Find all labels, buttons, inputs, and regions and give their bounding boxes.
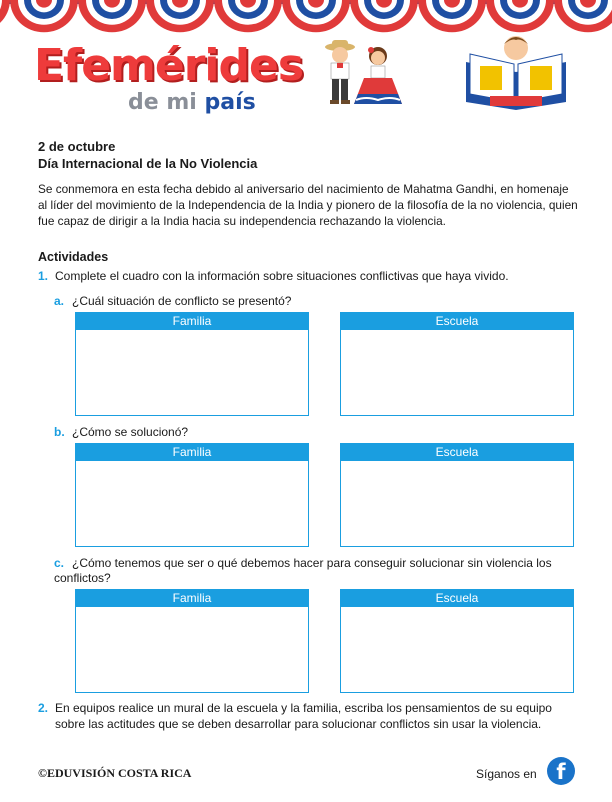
question-number: 2. xyxy=(38,701,49,715)
answer-box-escuela-b[interactable] xyxy=(340,443,574,547)
answer-box-escuela-c[interactable] xyxy=(340,589,574,693)
day-title: Día Internacional de la No Violencia xyxy=(38,156,258,171)
box-header: Familia xyxy=(76,313,308,330)
logo-sub-part1: de mi xyxy=(128,90,197,115)
folk-dancers-illustration xyxy=(318,38,406,118)
question-1 xyxy=(38,269,578,283)
flag-bunting-decoration xyxy=(0,0,612,36)
logo-sub-part2: país xyxy=(204,90,256,115)
part-text: ¿Cómo se solucionó? xyxy=(72,425,189,439)
answer-box-familia-b[interactable] xyxy=(75,443,309,547)
question-1c xyxy=(54,556,564,586)
part-letter: c. xyxy=(54,556,65,570)
box-header: Escuela xyxy=(341,444,573,461)
question-1b xyxy=(54,425,564,440)
box-header: Escuela xyxy=(341,590,573,607)
answer-box-familia-a[interactable] xyxy=(75,312,309,416)
question-text: Complete el cuadro con la información sobre situaciones conflictivas que haya vivido. xyxy=(55,269,509,283)
question-number: 1. xyxy=(38,269,49,283)
question-1a xyxy=(54,294,564,309)
box-header: Familia xyxy=(76,590,308,607)
question-text: En equipos realice un mural de la escuela y la familia, escriba los pensamientos de su equipo sobre las actitudes que se deben desarrollar para solucionar conflictos sin usar la violencia. xyxy=(55,701,552,731)
answer-box-familia-c[interactable] xyxy=(75,589,309,693)
part-text: ¿Cuál situación de conflicto se presentó? xyxy=(72,294,292,308)
question-2 xyxy=(38,700,578,732)
facebook-icon[interactable]: f xyxy=(547,757,575,785)
part-letter: a. xyxy=(54,294,65,308)
eduvision-logo xyxy=(462,32,570,114)
follow-us-text: Síganos en xyxy=(476,767,537,781)
answer-box-escuela-a[interactable] xyxy=(340,312,574,416)
part-letter: b. xyxy=(54,425,65,439)
date-heading: 2 de octubre xyxy=(38,139,116,154)
copyright-text: ©EDUVISIÓN COSTA RICA xyxy=(38,766,192,780)
activities-heading: Actividades xyxy=(38,250,109,264)
intro-paragraph: Se conmemora en esta fecha debido al aniversario del nacimiento de Mahatma Gandhi, en homenaje al líder del movimiento de la Independencia de la India y pionero de la filosofía de la no violencia, quien fue capaz de dirigir a la India hacia su independencia rechazando la violencia. xyxy=(38,182,578,228)
efemerides-logo-title: Efemérides xyxy=(34,40,304,91)
efemerides-logo-subtitle xyxy=(128,90,256,115)
part-text: ¿Cómo tenemos que ser o qué debemos hacer para conseguir solucionar sin violencia los conflictos? xyxy=(54,556,552,585)
box-header: Escuela xyxy=(341,313,573,330)
box-header: Familia xyxy=(76,444,308,461)
